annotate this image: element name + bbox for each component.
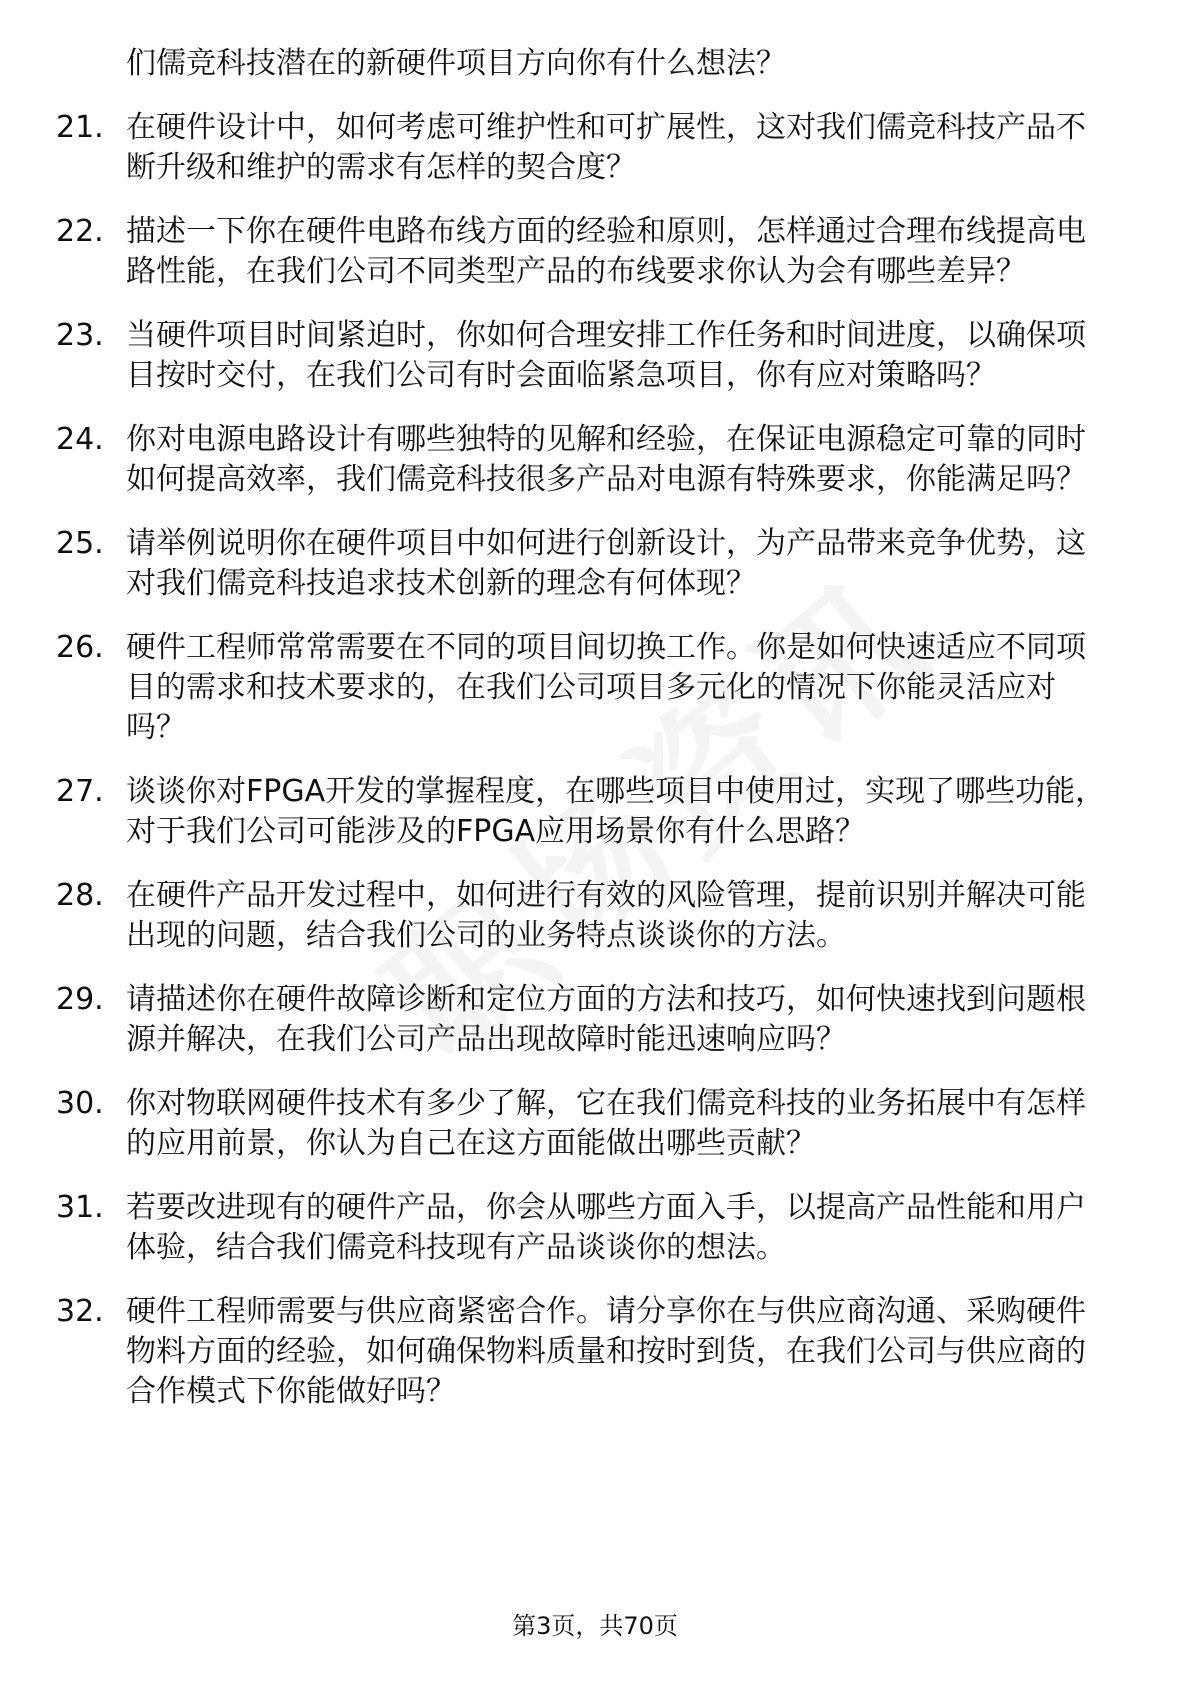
question-text: 描述一下你在硬件电路布线方面的经验和原则，怎样通过合理布线提高电路性能，在我们公司不同类型产品的布线要求你认为会有哪些差异？ — [126, 214, 1086, 289]
question-number: 30. — [56, 1086, 104, 1121]
question-list — [56, 44, 1116, 1436]
question-text: 在硬件设计中，如何考虑可维护性和可扩展性，这对我们儒竞科技产品不断升级和维护的需求有怎样的契合度？ — [126, 110, 1086, 185]
question-item — [56, 772, 1116, 852]
question-item — [56, 1292, 1116, 1412]
question-text: 若要改进现有的硬件产品，你会从哪些方面入手，以提高产品性能和用户体验，结合我们儒竞科技现有产品谈谈你的想法。 — [126, 1190, 1086, 1265]
question-item — [56, 316, 1116, 396]
question-text: 请举例说明你在硬件项目中如何进行创新设计，为产品带来竞争优势，这对我们儒竞科技追求技术创新的理念有何体现？ — [126, 526, 1086, 601]
question-text: 在硬件产品开发过程中，如何进行有效的风险管理，提前识别并解决可能出现的问题，结合我们公司的业务特点谈谈你的方法。 — [126, 878, 1086, 953]
question-text: 硬件工程师常常需要在不同的项目间切换工作。你是如何快速适应不同项目的需求和技术要求的，在我们公司项目多元化的情况下你能灵活应对吗？ — [126, 630, 1086, 745]
question-text: 谈谈你对FPGA开发的掌握程度，在哪些项目中使用过，实现了哪些功能，对于我们公司可能涉及的FPGA应用场景你有什么思路？ — [126, 774, 1106, 849]
question-item — [56, 628, 1116, 748]
question-item — [56, 524, 1116, 604]
question-number: 21. — [56, 110, 104, 145]
question-item — [56, 108, 1116, 188]
question-item — [56, 876, 1116, 956]
page-number-footer: 第3页，共70页 — [512, 1612, 678, 1640]
question-text: 硬件工程师需要与供应商紧密合作。请分享你在与供应商沟通、采购硬件物料方面的经验，如何确保物料质量和按时到货，在我们公司与供应商的合作模式下你能做好吗？ — [126, 1294, 1086, 1409]
question-number: 27. — [56, 774, 104, 809]
question-number: 32. — [56, 1294, 104, 1329]
question-number: 28. — [56, 878, 104, 913]
question-number: 23. — [56, 318, 104, 353]
question-item — [56, 420, 1116, 500]
question-item — [56, 1188, 1116, 1268]
question-text: 你对电源电路设计有哪些独特的见解和经验，在保证电源稳定可靠的同时如何提高效率，我们儒竞科技很多产品对电源有特殊要求，你能满足吗？ — [126, 422, 1086, 497]
question-number: 25. — [56, 526, 104, 561]
question-item — [56, 980, 1116, 1060]
continuation-text: 们儒竞科技潜在的新硬件项目方向你有什么想法？ — [126, 46, 786, 81]
question-number: 31. — [56, 1190, 104, 1225]
question-text: 请描述你在硬件故障诊断和定位方面的方法和技巧，如何快速找到问题根源并解决，在我们公司产品出现故障时能迅速响应吗？ — [126, 982, 1086, 1057]
question-text: 当硬件项目时间紧迫时，你如何合理安排工作任务和时间进度，以确保项目按时交付，在我们公司有时会面临紧急项目，你有应对策略吗？ — [126, 318, 1086, 393]
question-number: 26. — [56, 630, 104, 665]
question-item — [56, 1084, 1116, 1164]
question-number: 29. — [56, 982, 104, 1017]
question-number: 24. — [56, 422, 104, 457]
question-item — [56, 212, 1116, 292]
question-text: 你对物联网硬件技术有多少了解，它在我们儒竞科技的业务拓展中有怎样的应用前景，你认为自己在这方面能做出哪些贡献？ — [126, 1086, 1086, 1161]
question-number: 22. — [56, 214, 104, 249]
